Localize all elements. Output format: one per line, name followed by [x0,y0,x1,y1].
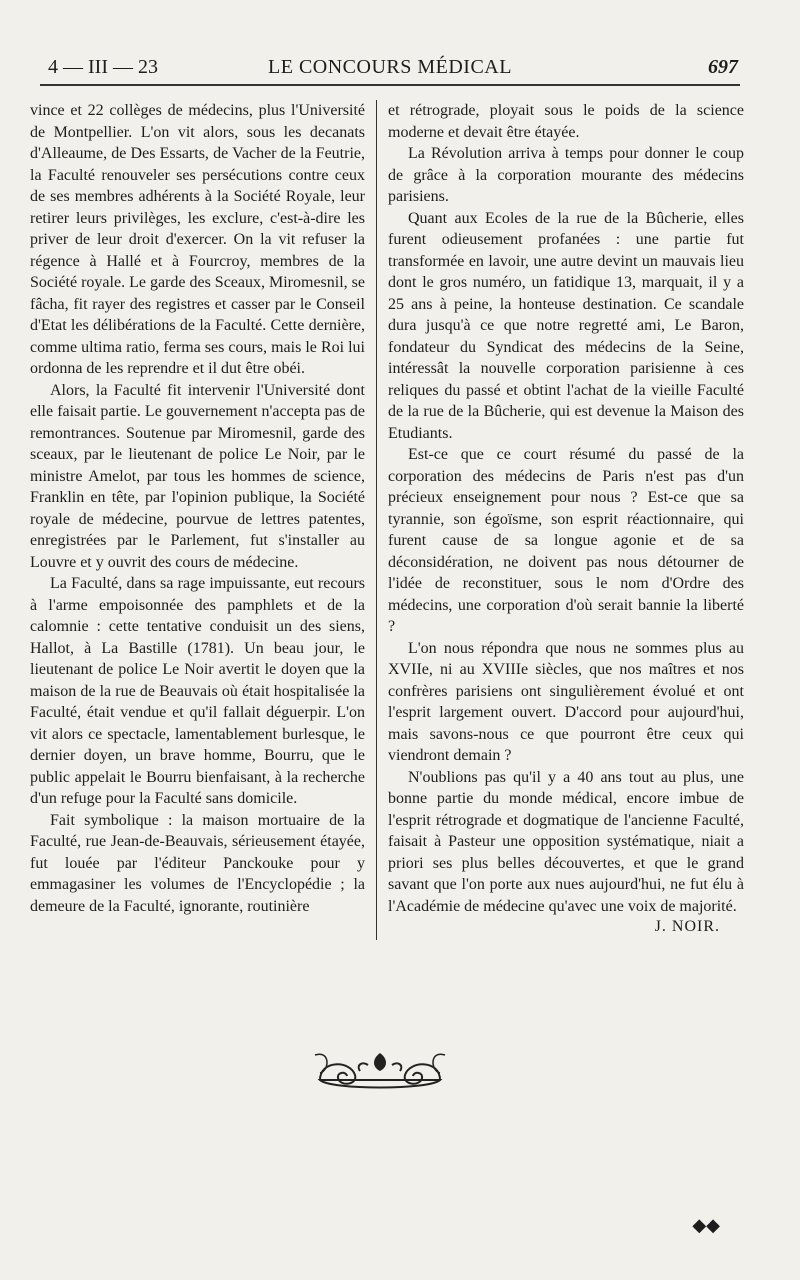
column-divider [376,100,377,940]
paragraph: Alors, la Faculté fit intervenir l'Université dont elle faisait partie. Le gouvernement n'accepta pas de remontrances. Soutenue par Miromesnil, garde des sceaux, par le lieutenant de police Le Noir, par le ministre Amelot, par tous les hommes de science, Franklin en tête, par l'opinion publique, la Société royale de médecine, pourvue de lettres patentes, enregistrées par le Parlement, fut s'installer au Louvre et y ouvrit des cours de médecine. [30,381,365,571]
end-mark: ◆◆ [692,1215,720,1236]
left-column [30,100,365,917]
running-header [40,54,740,82]
right-column [388,100,744,917]
paragraph: Fait symbolique : la maison mortuaire de la Faculté, rue Jean-de-Beauvais, sérieusement étayée, fut louée par l'éditeur Panckouke pour y emmagasiner les volumes de l'Encyclopédie ; la demeure de la Faculté, ignorante, routinière [30,811,365,915]
paragraph: La Révolution arriva à temps pour donner le coup de grâce à la corporation mourante des médecins parisiens. [388,145,744,205]
journal-title: LE CONCOURS MÉDICAL [268,56,512,78]
paragraph: La Faculté, dans sa rage impuissante, eut recours à l'arme empoisonnée des pamphlets et de la calomnie : cette tentative conduisit un des siens, Hallot, à La Bastille (1781). Un beau jour, le lieutenant de police Le Noir avertit le doyen que la maison de la rue de Beauvais où était hospitalisée la Faculté, était vendue et qu'il fallait déguerpir. L'on vit alors ce spectacle, lamentablement burlesque, le dernier doyen, un brave homme, Bourru, que le public appelait le Bourru bienfaisant, à la recherche d'un refuge pour la Faculté sans domicile. [30,575,365,807]
author-signature: J. NOIR. [654,918,720,935]
issue-number: 4 — III — 23 [48,56,158,78]
paragraph: vince et 22 collèges de médecins, plus l'Université de Montpellier. L'on vit alors, sous les decanats d'Alleaume, de Des Essarts, de Vacher de la Feutrie, la Faculté renouveler ses persécutions contre ceux de ses membres adhérents à la Société Royale, leur retirer leurs privilèges, les exclure, c'est-à-dire les priver de leur droit d'exercer. On la vit refuser la régence à Hallé et à Fourcroy, membres de la Société royale. Le garde des Sceaux, Miromesnil, se fâcha, fit rayer des registres et casser par le Conseil d'Etat les délibérations de la Faculté. Cette dernière, comme ultima ratio, ferma ses cours, mais le Roi lui ordonna de les reprendre et il dut être obéi. [30,102,365,377]
paragraph: N'oublions pas qu'il y a 40 ans tout au plus, une bonne partie du monde médical, encore imbue de l'esprit rétrograde et dogmatique de l'ancienne Faculté, faisait à Pasteur une opposition systématique, niait a priori ses plus belles découvertes, et que le grand savant que l'on porte aux nues aujourd'hui, ne fut élu à l'Académie de médecine qu'avec une voix de majorité. [388,768,744,915]
header-rule [40,84,740,86]
paragraph: Est-ce que ce court résumé du passé de la corporation des médecins de Paris n'est pas d'un précieux enseignement pour nous ? Est-ce que sa tyrannie, son égoïsme, son esprit réactionnaire, qui furent cause de sa longue agonie et de sa déconsidération, ne doivent pas nous détourner de l'idée de reconstituer, sous le nom d'Ordre des médecins, une corporation d'où serait bannie la liberté ? [388,446,744,635]
ornament-icon [310,1045,450,1095]
paragraph: et rétrograde, ployait sous le poids de la science moderne et devait être étayée. [388,102,744,141]
page-number: 697 [708,56,738,78]
paragraph: Quant aux Ecoles de la rue de la Bûcherie, elles furent odieusement profanées : une partie fut transformée en lavoir, une autre devint un mauvais lieu dont le gros numéro, un fatidique 13, marquait, il y a 25 ans à peine, la honteuse destination. Ce scandale dura jusqu'à ce que notre regretté ami, Le Baron, fondateur du Syndicat des médecins de la Seine, intéressât la nouvelle corporation parisienne à ces reliques du passé et obtint l'achat de la vieille Faculté de la rue de la Bûcherie, qui est devenue la Maison des Etudiants. [388,209,744,442]
paragraph: L'on nous répondra que nous ne sommes plus au XVIIe, ni au XVIIIe siècles, que nos maîtres et nos confrères parisiens ont singulièrement évolué et ont l'esprit largement ouvert. D'accord pour aujourd'hui, mais savons-nous ce que pourront être ceux qui viendront demain ? [388,639,744,764]
